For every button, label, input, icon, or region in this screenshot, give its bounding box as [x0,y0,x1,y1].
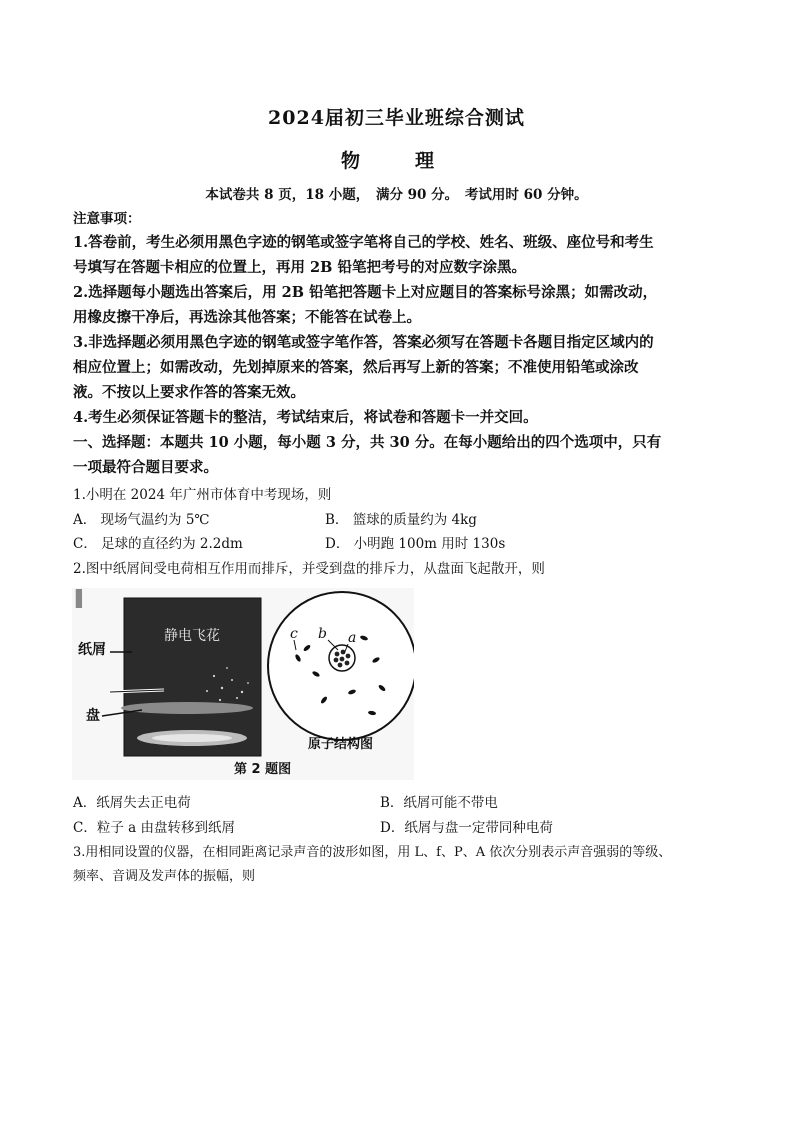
photo-text: 静电飞花 [164,628,220,644]
section-heading-cont: 一项最符合题目要求。 [73,459,218,476]
subject-title: 物 理 [340,150,452,172]
section-heading: 一、选择题：本题共 10 小题，每小题 3 分，共 30 分。在每小题给出的四个选项中，只有 [73,434,662,451]
note-line: 相应位置上；如需改动，先划掉原来的答案，然后再写上新的答案；不准使用铅笔或涂改 [73,359,639,376]
exam-intro: 本试卷共 8 页，18 小题， 满分 90 分。 考试用时 60 分钟。 [205,187,588,203]
q2-option-b: B．纸屑可能不带电 [380,795,498,811]
note-line: 液。不按以上要求作答的答案无效。 [73,384,305,401]
q2-option-a: A．纸屑失去正电荷 [73,795,191,811]
q2-option-d: D．纸屑与盘一定带同种电荷 [380,820,553,836]
exam-title: 2024届初三毕业班综合测试 [268,107,525,129]
atom-label-c: c [290,626,298,642]
q1-option-c: C． 足球的直径约为 2.2dm [73,536,243,552]
atom-label-b: b [318,626,327,642]
note-line: 用橡皮擦干净后，再选涂其他答案；不能答在试卷上。 [73,309,421,326]
q1-option-d: D． 小明跑 100m 用时 130s [325,536,506,552]
note-line: 号填写在答题卡相应的位置上，再用 2B 铅笔把考号的对应数字涂黑。 [73,259,526,276]
figure-caption: 第 2 题图 [234,762,292,777]
svg-text:▌: ▌ [76,589,89,608]
atom-caption: 原子结构图 [308,737,374,752]
note-line: 4.考生必须保证答题卡的整洁，考试结束后，将试卷和答题卡一并交回。 [73,409,538,426]
q3-stem: 3.用相同设置的仪器，在相同距离记录声音的波形如图，用 L、f、P、A 依次分别表示声音强弱的等级、 [73,845,672,860]
note-line: 2.选择题每小题选出答案后，用 2B 铅笔把答题卡上对应题目的答案标号涂黑；如需改动， [73,284,658,301]
q1-option-b: B． 篮球的质量约为 4kg [325,512,477,528]
q1-option-a: A． 现场气温约为 5℃ [73,512,210,528]
note-line: 1.答卷前，考生必须用黑色字迹的钢笔或签字笔将自己的学校、姓名、班级、座位号和考生 [73,234,654,251]
q1-stem: 1.小明在 2024 年广州市体育中考现场，则 [73,487,332,503]
note-line: 3.非选择题必须用黑色字迹的钢笔或签字笔作答，答案必须写在答题卡各题目指定区域内的 [73,334,654,351]
atom-label-a: a [348,630,357,646]
notes-heading: 注意事项： [73,211,141,227]
q2-figure [72,588,414,780]
q2-stem: 2.图中纸屑间受电荷相互作用而排斥，并受到盘的排斥力，从盘面飞起散开，则 [73,561,545,577]
q2-option-c: C．粒子 a 由盘转移到纸屑 [73,820,235,836]
label-paper: 纸屑 [78,642,106,658]
label-plate: 盘 [86,708,100,724]
q3-stem-cont: 频率、音调及发声体的振幅，则 [73,869,256,884]
